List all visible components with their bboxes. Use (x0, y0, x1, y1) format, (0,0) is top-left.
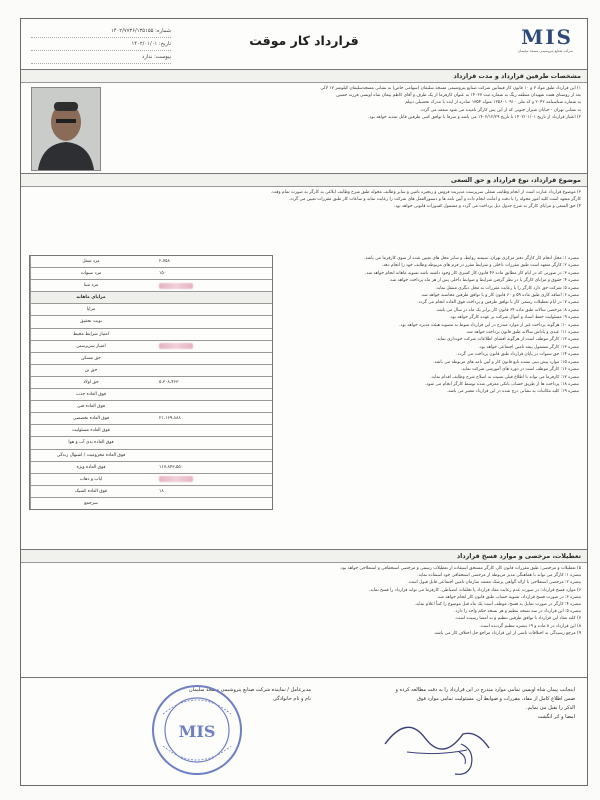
pay-label: حق اولاد (30, 377, 151, 388)
table-row (30, 256, 272, 268)
leave-line: ۹) مرجع رسیدگی به اختلافات ناشی از این قرارداد مراجع حل اختلاف کار می باشد. (433, 630, 581, 636)
table-row (30, 377, 272, 389)
leave-line: ۷) کلیه مفاد این قرارداد با توافق طرفین تنظیم و به امضا رسیده است. (454, 616, 581, 622)
leave-line: تبصره ۴: کارگر در صورت تمایل به فسخ، موظف است یک ماه قبل موضوع را کتباً اعلام نماید. (414, 602, 581, 608)
table-row (30, 341, 272, 353)
pay-label: فوق العاده جذب (30, 389, 151, 400)
subject-line: ۳) موضوع قرارداد عبارت است از انجام وظایف شغلی سرپرست مدیریت فروش و زنجیره تامین و سایر وظایف محوله طبق شرح وظایف ابلاغی به کارگر به صورت تمام وقت. (270, 190, 581, 195)
note-item: تبصره ۵: شرکت حق دارد کارگر را با رعایت مقررات به محل دیگری منتقل نماید. (435, 285, 579, 291)
pay-value (151, 365, 272, 376)
pay-label: مزد شغل (30, 256, 151, 267)
note-item: تبصره ۱۳: کارگر مشمول بیمه تامین اجتماعی خواهد بود. (478, 344, 579, 350)
pay-table (29, 255, 273, 510)
pay-value (151, 450, 272, 461)
number-label: شماره: ۱۴۰۲/۷۷۳۶/۱۳۵۱۵۵ (31, 25, 171, 38)
parties-line: بعد از روستای هفت شهیدان منطقه ریگ به شماره ثبت ۱۴۰۳۷ به عنوان کارفرما از یک طرف و آقای کاظم پیمان شاه اویسی فرزند حسین (336, 93, 581, 99)
declaration-line: الذکر را تقبل می نمایم. (525, 705, 575, 711)
note-item: تبصره ۱۷: کارفرما می تواند با اطلاع قبلی نسبت به اصلاح شرح وظایف اقدام نماید. (430, 374, 579, 380)
fingerprint-icon (441, 740, 481, 780)
redaction-mark (159, 283, 193, 289)
company-logo (503, 25, 573, 65)
table-row (30, 401, 272, 413)
employer-line: مدیرعامل / نماینده شرکت صنایع پتروشیمی مسجد سلیمان (188, 687, 311, 693)
table-row (30, 462, 272, 474)
attachment-label: پیوست: ندارد (31, 51, 171, 64)
table-row (30, 268, 272, 280)
logo-subtitle: شرکت صنایع پتروشیمی مسجد سلیمان (517, 49, 573, 53)
subject-line: ۴) حق السعی و مزایای کارگر به شرح جدول ذیل پرداخت می گردد و مشمول کسورات قانونی خواهد بود. (393, 204, 581, 210)
declaration-line: امضا و اثر انگشت (537, 714, 575, 720)
note-item: تبصره ۸: مرخصی سالانه طبق ماده ۶۴ قانون کار برابر یک ماه در سال می باشد. (435, 307, 579, 313)
employer-line: نام و نام خانوادگی (273, 696, 311, 702)
section-subject (21, 173, 587, 250)
pay-value-redacted (151, 341, 272, 352)
note-item: تبصره ۹: مسئولیت حفظ اسناد و اموال شرکت بر عهده کارگر خواهد بود. (449, 315, 579, 321)
pay-label: فوق العاده فنی (30, 401, 151, 412)
note-item: تبصره ۱۰: هرگونه پرداخت غیر از موارد مندرج در این قرارداد منوط به مصوبه هیئت مدیره خواهد بود. (399, 322, 579, 328)
leave-line: تبصره ۳: در صورت فسخ قرارداد، تسویه حساب طبق قانون کار انجام خواهد شد. (436, 594, 581, 600)
document-meta (31, 25, 171, 64)
table-row (30, 450, 272, 462)
section-subject-title: موضوع قرارداد، نوع قرارداد و حق السعی (21, 174, 587, 187)
contract-sheet (20, 18, 588, 786)
pay-label: فوق العاده مسئولیت (30, 425, 151, 436)
leave-line: ۶) موارد فسخ قرارداد: در صورت عدم رعایت مفاد قرارداد یا تخلفات انضباطی، کارفرما می تواند قرارداد را فسخ نماید. (368, 587, 581, 593)
date-label: تاریخ: ۱۴۰۲/۰۱/۰۱ (31, 38, 171, 51)
pay-label: فوق العاده کشیک (30, 486, 151, 497)
pay-label: سرجمع (30, 498, 151, 509)
pay-label: نوبت تحقیق (30, 316, 151, 327)
redaction-mark (159, 476, 193, 482)
redaction-mark (159, 343, 193, 349)
note-item: تبصره ۱۵: موارد پیش بینی نشده تابع قانون کار و آیین نامه های مربوطه می باشد. (433, 359, 579, 365)
pay-value (151, 498, 272, 509)
table-row (30, 474, 272, 486)
table-row (30, 486, 272, 498)
table-row (30, 498, 272, 509)
pay-value (151, 353, 272, 364)
pay-label: مزد مبنا (30, 280, 151, 291)
section-parties-title: مشخصات طرفین قرارداد و مدت قرارداد (21, 70, 587, 83)
pay-label: امتیاز شرایط محیط (30, 329, 151, 340)
pay-label: فوق العاده محرومیت / اشتهال زندگی (30, 450, 151, 461)
parties-line: به نشانی تهران - خیابان شیراز جنوبی که از این پس کارگر نامیده می شود منعقد می گردد. (419, 107, 581, 113)
note-item: تبصره ۷: در ایام تعطیلات رسمی کار با توافق طرفین و پرداخت فوق العاده انجام می گردد. (417, 300, 579, 306)
table-row (30, 353, 272, 365)
leave-line: ۵) تعطیلات و مرخصی: طبق مقررات قانون کار، کارگر مستحق استفاده از تعطیلات رسمی و مرخصی استحقاقی و استعلاجی خواهد بود. (339, 566, 581, 571)
pay-value (151, 329, 272, 340)
pay-value: ۱۱۷،۸۴۳،۵۵۰ (159, 464, 184, 470)
pay-label: امتیاز سرپرستی (30, 341, 151, 352)
company-stamp-icon (149, 682, 245, 778)
table-header-row (30, 292, 272, 304)
table-row (30, 304, 272, 316)
table-row (30, 425, 272, 437)
logo-mark: MIS (521, 25, 573, 49)
note-item: تبصره ۱۴: حق سنوات در پایان قرارداد طبق قانون پرداخت می گردد. (456, 352, 579, 358)
pay-value: ۱۸ (159, 488, 164, 494)
section-subject-body (21, 187, 587, 213)
note-item: تبصره ۴: حقوق و مزایای کارگر با در نظر گرفتن شرایط و ضوابط داخلی پس از هر ماه پرداخت خواهد شد. (388, 278, 579, 284)
signature-area (21, 677, 587, 786)
contract-notes (279, 255, 579, 396)
section-parties (21, 69, 587, 174)
pay-label: حق بن (30, 365, 151, 376)
table-row (30, 413, 272, 425)
note-item: تبصره ۱۲: کارگر موظف است از هرگونه افشای اطلاعات شرکت خودداری نماید. (435, 337, 579, 343)
pay-value-redacted (151, 474, 272, 485)
subject-line: کارگر متعهد است کلیه امور محوله را با دقت و امانت انجام داده و آیین نامه ها و دستورالعمل های شرکت را رعایت نماید و ساعات کار طبق مقررات تعیین می گردد. (288, 197, 581, 203)
section-leave-title: تعطیلات، مرخصی و موارد فسخ قرارداد (21, 550, 587, 563)
table-row (30, 389, 272, 401)
note-item: تبصره ۱: محل انجام کار کارگر دفتر مرکزی تهران، سیمنه روابط، و سایر محل های تعیین شده از سوی کارفرما می باشد. (364, 256, 579, 261)
table-row (30, 437, 272, 449)
leave-line: تبصره ۲: مرخصی استعلاجی با ارائه گواهی پزشک معتمد سازمان تامین اجتماعی قابل قبول است. (407, 580, 581, 586)
person-photo-icon (32, 88, 100, 170)
document-title: قرارداد کار موقت (249, 33, 359, 48)
section-leave-body (21, 563, 587, 639)
table-row (30, 329, 272, 341)
pay-value (151, 425, 272, 436)
pay-label: فوق العاده تخصصی (30, 413, 151, 424)
parties-line: ۱) این قرارداد طبق مواد ۷ و ۱۰ قانون کار فیمابین شرکت صنایع پتروشیمی مسجد سلیمان (سهامی خاص) به نشانی مسجدسلیمان کیلومتر ۱۷ لالی (320, 86, 581, 91)
declaration-line: اینجانب پیمان شاه اویسی تمامی موارد مندرج در این قرارداد را به دقت مطالعه کرده و (395, 687, 575, 693)
leave-line: تبصره ۱: کارگر می تواند با هماهنگی مدیر مربوطه از مرخصی استحقاقی خود استفاده نماید. (417, 573, 581, 579)
table-row (30, 316, 272, 328)
pay-value (151, 304, 272, 315)
parties-line: به شماره شناسنامه ۲۰۴۲ و کد ملی ۱۳۵۶۰۱۰۹۱۰ متولد ۱۳۵۴ صادره از ایذه با مدرک تحصیلی دیپلم (405, 100, 581, 106)
section-parties-body (21, 83, 587, 123)
leave-line: تبصره ۵: این قرارداد در سه نسخه تنظیم و هر نسخه حکم واحد را دارد. (454, 609, 581, 615)
pay-label: مزایا (30, 304, 151, 315)
pay-value (151, 316, 272, 327)
note-item: تبصره ۱۸: پرداخت ها از طریق حساب بانکی معرفی شده توسط کارگر انجام می شود. (424, 381, 579, 387)
note-item: تبصره ۲: کارگر متعهد است طبق مقررات داخلی و شرایط مقرر در فرم های مربوطه وظایف خود را انجام دهد. (381, 263, 579, 269)
section-leave-termination (21, 549, 587, 678)
parties-line: ۲) اعتبار قرارداد از تاریخ ۱۴۰۲/۰۱/۰۱ تا تاریخ ۱۴۰۲/۱۲/۲۹ می باشد و صرفا با توافق کتبی طرفین قابل تمدید خواهد بود. (368, 114, 581, 120)
table-row (30, 365, 272, 377)
pay-label: فوق العاده بدی آب و هوا (30, 437, 151, 448)
header (21, 19, 587, 70)
pay-value (151, 292, 272, 303)
note-item: تبصره ۱۹: کلیه مکاتبات به نشانی درج شده در این قرارداد معتبر می باشد. (446, 389, 579, 395)
note-item: تبصره ۳: در صورتی که در ایام کار مطابق ماده ۴۶ قانون کار کسری کار وجود داشته باشد تسویه ماهانه انجام خواهد شد. (364, 270, 579, 276)
pay-header-label: مزایای ماهانه (30, 292, 151, 303)
pay-value-redacted (151, 280, 272, 291)
note-item: تبصره ۶: اضافه کاری طبق ماده ۵۹ و ۶۰ قانون کار و با توافق طرفین محاسبه خواهد شد. (420, 293, 579, 299)
pay-value: ۲۱،۱۶۹،۸۸۸ (159, 416, 181, 422)
pay-value (151, 437, 272, 448)
pay-label: مزد سنوات (30, 268, 151, 279)
stamp-mark: MIS (178, 722, 216, 741)
pay-value: ۲،۷۵۸ (159, 259, 170, 264)
pay-and-notes (21, 249, 587, 549)
employee-photo (31, 87, 101, 171)
pay-value (151, 401, 272, 412)
pay-label: ایاب و ذهاب (30, 474, 151, 485)
pay-value (151, 389, 272, 400)
leave-line: ۸) این قرارداد در ۸ ماده و ۱۹ تبصره تنظیم گردیده است. (479, 623, 581, 629)
note-item: تبصره ۱۱: عیدی و پاداش سالانه طبق قانون پرداخت خواهد شد. (465, 330, 579, 336)
pay-label: حق مسکن (30, 353, 151, 364)
pay-value: ۵،۳۰۸،۴۶۳ (159, 379, 179, 385)
declaration-line: ضمن اطلاع کامل از مفاد، مقررات و ضوابط آن، مسئولیت تمامی موارد فوق (417, 696, 575, 702)
table-row (30, 280, 272, 292)
pay-value: ۱۵۰ (159, 271, 167, 277)
pay-label: فوق العاده ویژه (30, 462, 151, 473)
note-item: تبصره ۱۶: کارگر موظف است در دوره های آموزشی شرکت نماید. (460, 367, 579, 373)
